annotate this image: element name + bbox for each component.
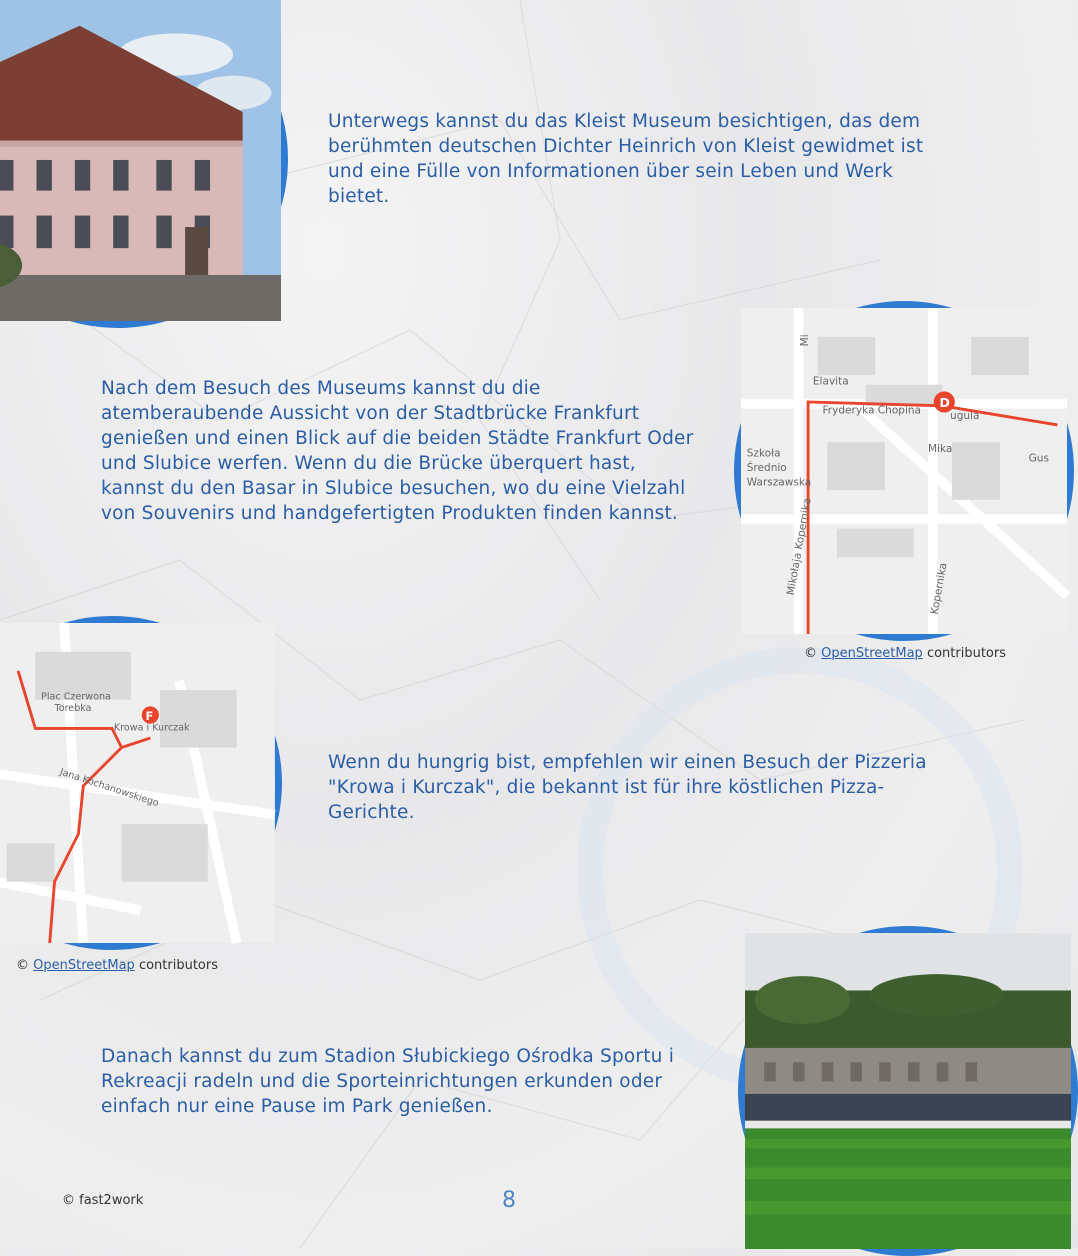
stadium-photo — [738, 926, 1078, 1256]
map-label-kopernika-long: Mikołaja Kopernika — [784, 497, 814, 597]
map-label-ugula: ugula — [950, 410, 980, 423]
map-credit-2 — [16, 958, 218, 973]
map-label-kochanowskiego: Jana Kochanowskiego — [58, 766, 161, 810]
credit-prefix: © — [16, 958, 29, 973]
map-chopina — [734, 301, 1074, 641]
map-label-gus: Gus — [1028, 452, 1049, 465]
map-label-krowa: Krowa i Kurczak — [113, 722, 190, 734]
pizzeria-text: Wenn du hungrig bist, empfehlen wir einen Besuch der Pizzeria "Krowa i Kurczak", die bekannt ist für ihre köstlichen Pizza-Gerichte. — [328, 752, 927, 823]
map-label-mika: Mika — [927, 442, 953, 455]
map-label-warsz: Warszawska — [746, 476, 812, 489]
openstreetmap-link[interactable]: OpenStreetMap — [821, 646, 923, 661]
map-marker-d: D — [939, 394, 950, 410]
map-label-chopina: Fryderyka Chopina — [822, 404, 922, 417]
openstreetmap-link[interactable]: OpenStreetMap — [33, 958, 135, 973]
map-credit-1 — [804, 646, 1006, 661]
footer-copyright: © fast2work — [62, 1193, 144, 1208]
credit-suffix: contributors — [926, 646, 1007, 661]
museum-text: Unterwegs kannst du das Kleist Museum besichtigen, das dem berühmten deutschen Dichter Heinrich von Kleist gewidmet ist und eine Fülle von Informationen über sein Leben und Werk bietet. — [328, 111, 924, 207]
page-number: 8 — [502, 1188, 516, 1213]
map-label-torebka: Torebka — [54, 703, 92, 715]
map-label-sredn: Średnio — [746, 462, 787, 474]
map-marker-f: F — [145, 708, 154, 723]
museum-photo — [0, 0, 288, 328]
map-label-kopernika: Kopernika — [928, 561, 950, 616]
credit-prefix: © — [804, 646, 817, 661]
map-label-szkola: Szkoła — [746, 447, 781, 460]
credit-suffix: contributors — [138, 958, 219, 973]
stadium-text: Danach kannst du zum Stadion Słubickiego Ośrodka Sportu i Rekreacji radeln und die Sporteinrichtungen erkunden oder einfach nur eine Pause im Park genießen. — [101, 1046, 675, 1117]
map-label-mi: Mi — [799, 334, 812, 347]
map-krowa-kurczak — [0, 616, 282, 950]
map-label-elavita: Elavita — [812, 375, 849, 388]
bridge-text: Nach dem Besuch des Museums kannst du die atemberaubende Aussicht von der Stadtbrücke Frankfurt genießen und einen Blick auf die beiden Städte Frankfurt Oder und Slubice werfen. Wenn du die Brücke überquert hast, kannst du den Basar in Slubice besuchen, wo du eine Vielzahl von Souvenirs und handgefertigten Produkten finden kannst. — [101, 378, 694, 524]
map-label-plac: Plac Czerwona — [41, 691, 111, 703]
